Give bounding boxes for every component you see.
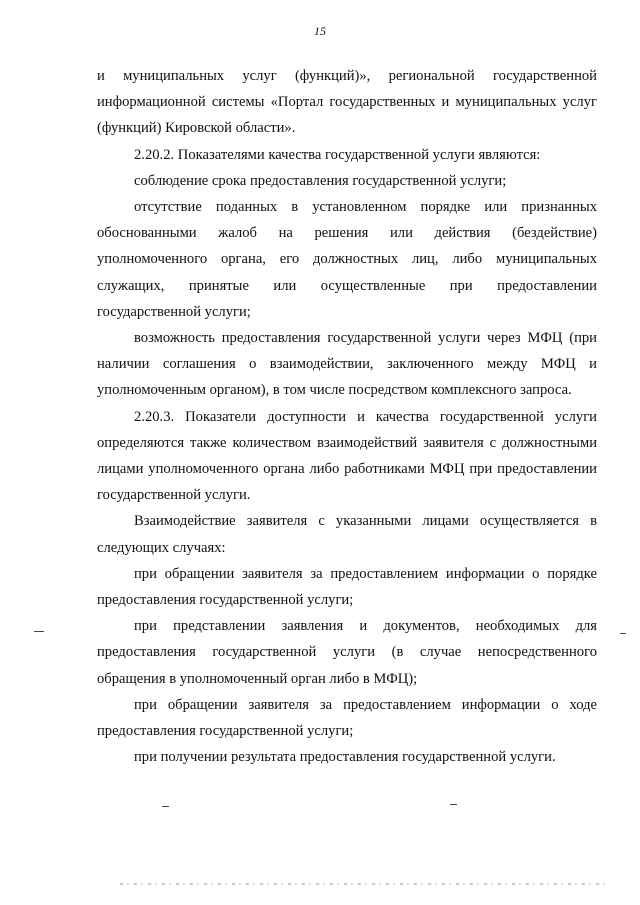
scan-mark-bottom-left — [162, 806, 169, 807]
scan-noise-line — [120, 883, 610, 885]
paragraph-continuation: и муниципальных услуг (функций)», региональной государственной информационной системы «Портал государственных и муниципальных услуг (функций) Кировской области». — [97, 68, 597, 137]
paragraph-case-application: при представлении заявления и документов, необходимых для предоставления государственной услуги (в случае непосредственного обращения в уполномоченный орган либо в МФЦ); — [97, 618, 597, 687]
scan-mark-bottom-right — [450, 804, 457, 805]
paragraph-item-mfc: возможность предоставления государственной услуги через МФЦ (при наличии соглашения о взаимодействии, заключенного между МФЦ и уполномоченным органом), в том числе посредством комплексного запроса. — [97, 330, 597, 399]
paragraph-interaction-cases: Взаимодействие заявителя с указанными лицами осуществляется в следующих случаях: — [97, 513, 597, 556]
paragraph-item-deadline: соблюдение срока предоставления государственной услуги; — [134, 172, 507, 189]
paragraph-2-20-3: 2.20.3. Показатели доступности и качества государственной услуги определяются также количеством взаимодействий заявителя с должностными лицами уполномоченного органа либо работниками МФЦ при предоставлении государственной услуги. — [97, 408, 597, 504]
document-body — [97, 63, 597, 770]
paragraph-2-20-2: 2.20.2. Показателями качества государственной услуги являются: — [134, 146, 541, 163]
scan-mark-left-margin — [34, 631, 44, 632]
paragraph-case-result: при получении результата предоставления государственной услуги. — [134, 749, 556, 766]
paragraph-item-complaints: отсутствие поданных в установленном порядке или признанных обоснованными жалоб на решения или действия (бездействие) уполномоченного органа, его должностных лиц, либо муниципальных служащих, принятые или осуществленные при предоставлении государственной услуги; — [97, 199, 597, 320]
paragraph-case-progress-info: при обращении заявителя за предоставлением информации о ходе предоставления государственной услуги; — [97, 696, 597, 740]
paragraph-case-info-request: при обращении заявителя за предоставлением информации о порядке предоставления государственной услуги; — [97, 565, 597, 609]
scan-mark-right-margin — [620, 633, 626, 634]
page-number: 15 — [314, 24, 326, 38]
